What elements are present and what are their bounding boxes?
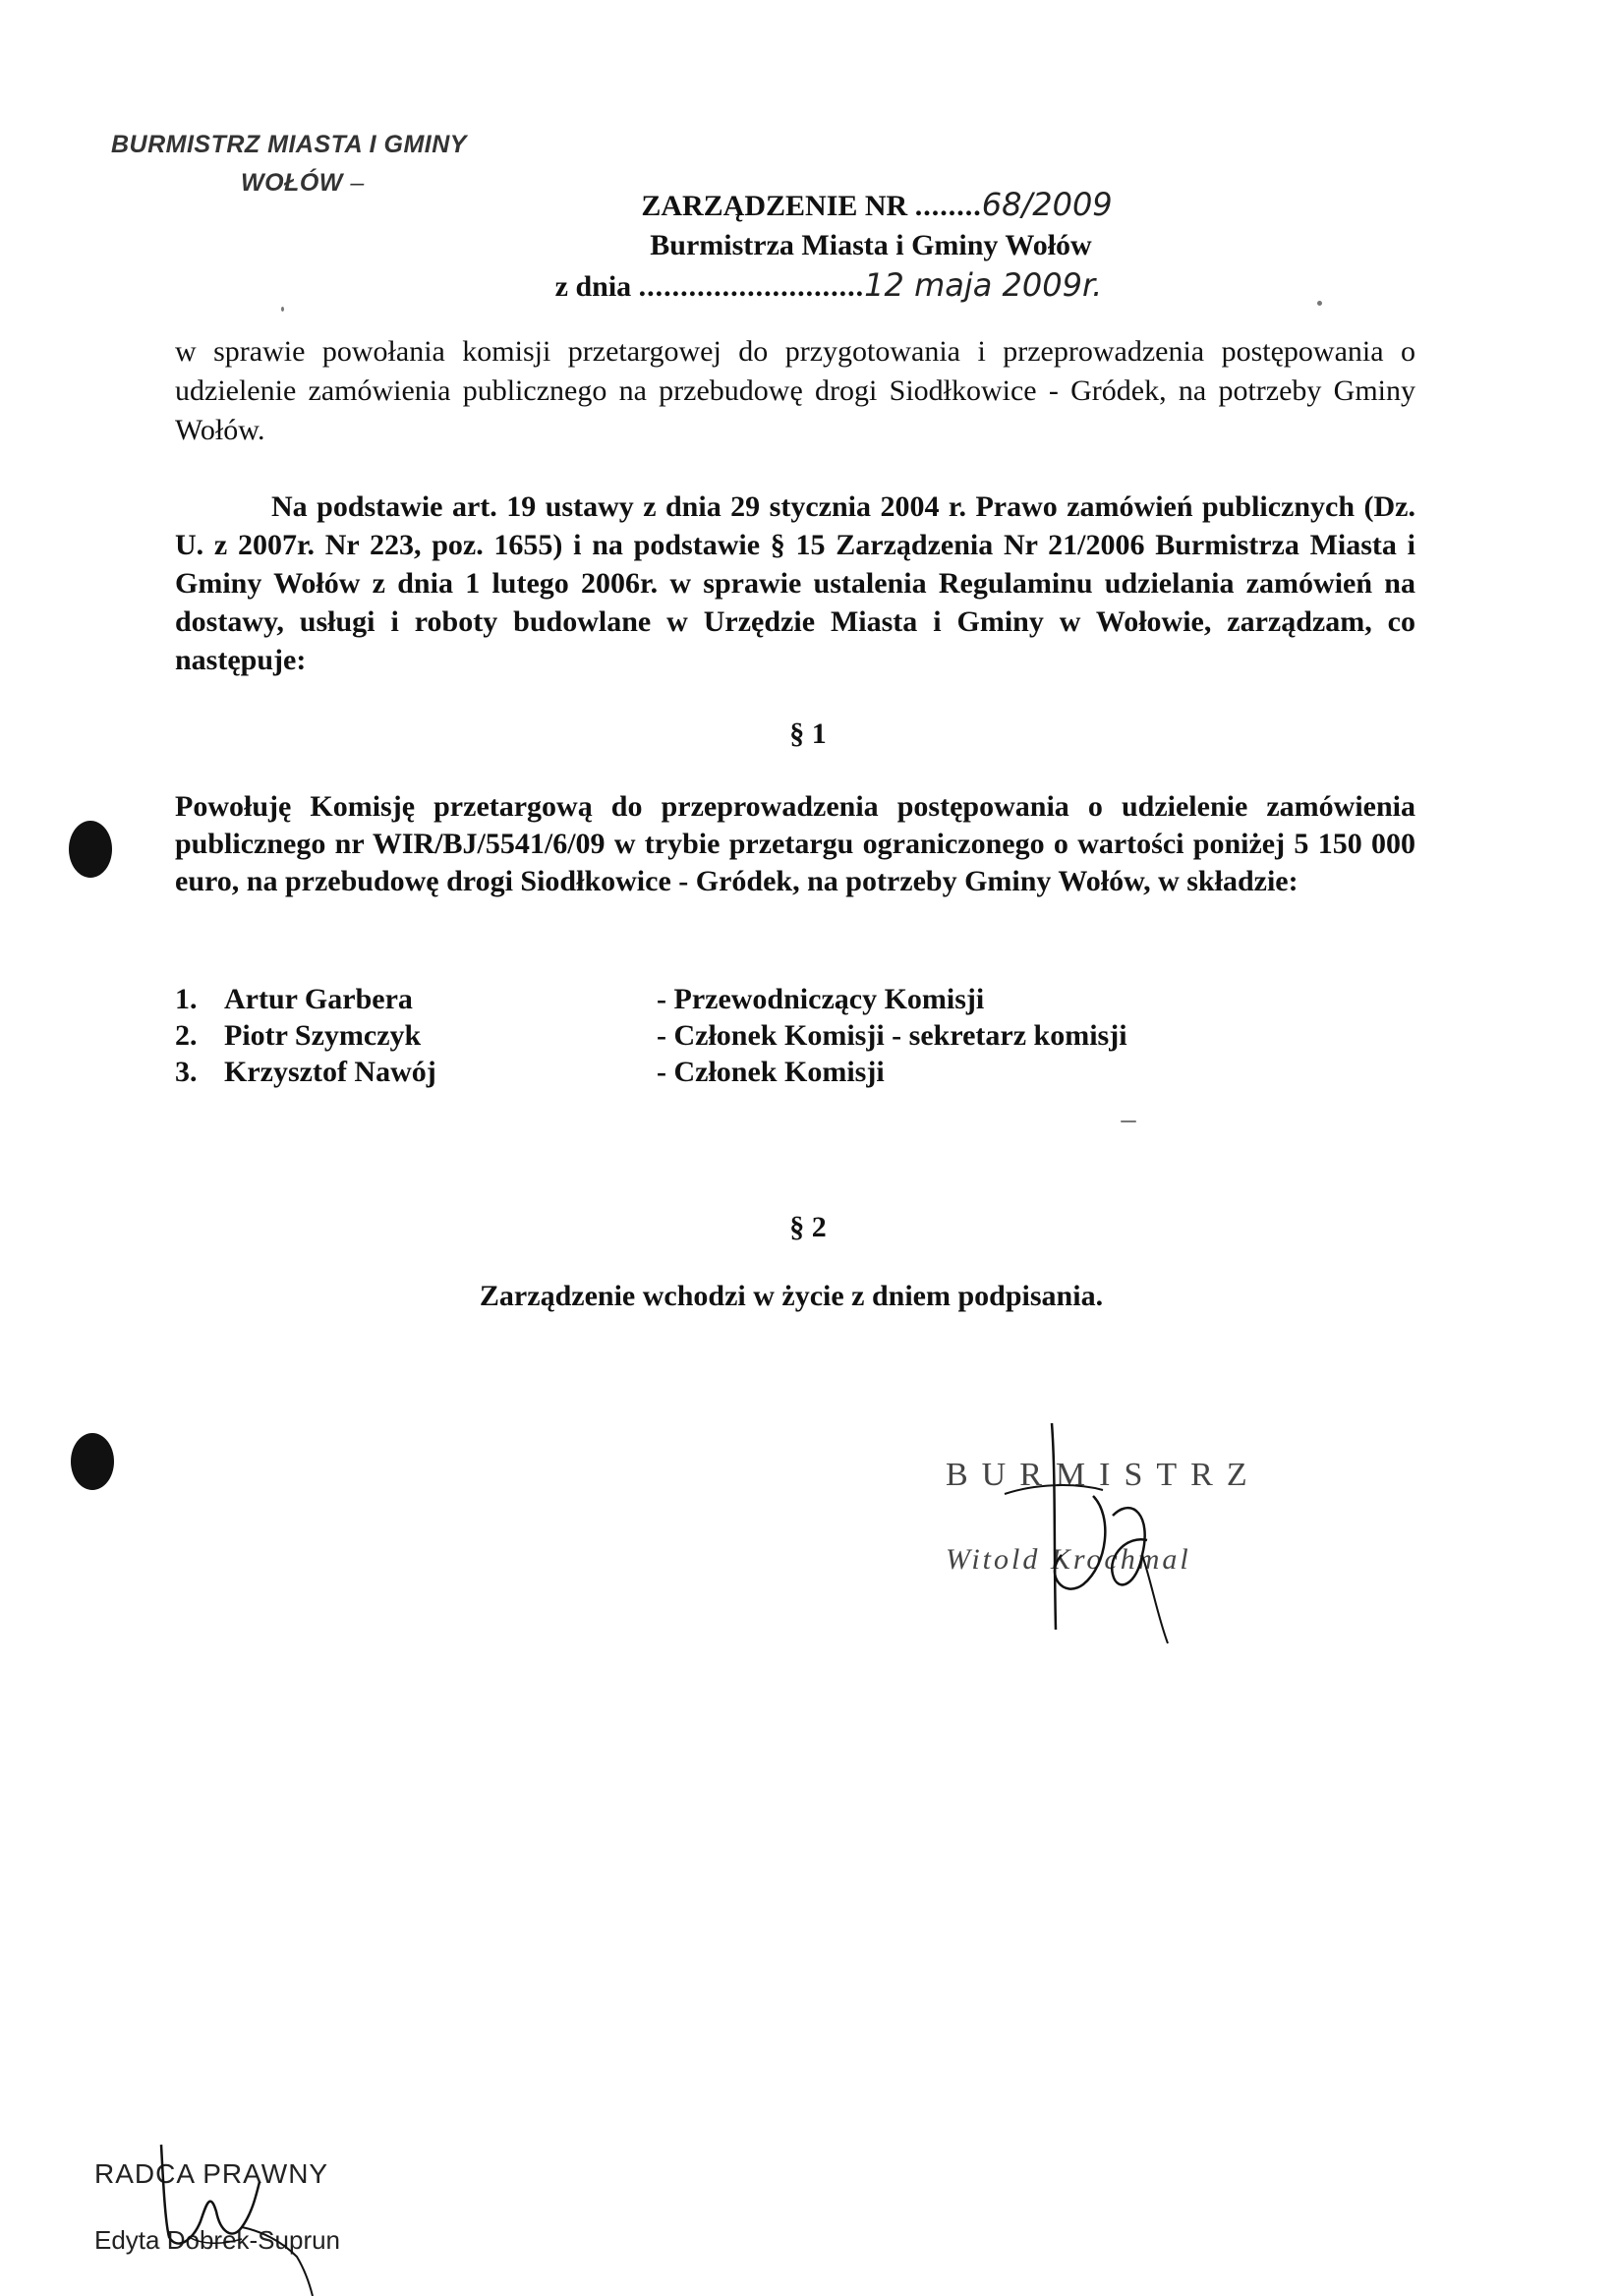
section-1-text: Powołuję Komisję przetargową do przeprowadzenia postępowania o udzielenie zamówienia publicznego nr WIR/BJ/5541/6/09 w trybie przetargu ograniczonego o wartości poniżej 5 150 000 euro, na przebudowę drogi Siodłkowice - Gródek, na potrzeby Gminy Wołów, w składzie:: [175, 790, 1415, 897]
number-dots: ........: [914, 190, 982, 222]
date-line: [41, 265, 1616, 307]
member-row: [175, 983, 1256, 1019]
legal-counsel-handwritten-signature: [94, 2143, 429, 2290]
stamp-line-1: BURMISTRZ MIASTA I GMINY: [111, 131, 467, 158]
mayor-title: BURMISTRZ: [946, 1457, 1261, 1493]
committee-members-list: [175, 983, 1256, 1092]
ordinance-title: ZARZĄDZENIE NR: [641, 190, 908, 222]
member-number: 2.: [175, 1019, 198, 1052]
section-2-mark: § 2: [789, 1211, 827, 1243]
section-1-mark: § 1: [789, 718, 827, 750]
mayor-signature-stamp: [946, 1457, 1299, 1653]
member-role: - Członek Komisji: [657, 1056, 885, 1088]
scan-speck: [281, 307, 284, 312]
member-number: 1.: [175, 983, 198, 1015]
scan-speck: [1121, 1120, 1136, 1122]
date-dots: ...........................: [638, 270, 865, 303]
legal-counsel-title: RADCA PRAWNY: [94, 2158, 329, 2189]
member-row: [175, 1019, 1256, 1056]
scan-speck: [1317, 301, 1322, 306]
legal-counsel-stamp: [94, 2143, 429, 2290]
stamp-line-2: WOŁÓW –: [241, 168, 365, 197]
member-name: Artur Garbera: [224, 983, 413, 1015]
section-2-text: Zarządzenie wchodzi w życie z dniem podpisania.: [479, 1280, 1104, 1312]
mayor-handwritten-signature: [946, 1457, 1299, 1653]
handwritten-date: 12 maja 2009r.: [864, 266, 1103, 304]
member-row: [175, 1056, 1256, 1092]
mayor-name: Witold Krochmal: [946, 1543, 1191, 1576]
document-header: [0, 185, 1616, 307]
member-role: - Przewodniczący Komisji: [657, 983, 985, 1015]
punch-hole: [71, 1433, 114, 1490]
issuer-line: Burmistrza Miasta i Gminy Wołów: [650, 229, 1092, 261]
member-role: - Członek Komisji - sekretarz komisji: [657, 1019, 1127, 1052]
date-prefix: z dnia: [554, 270, 632, 303]
legal-basis-paragraph: Na podstawie art. 19 ustawy z dnia 29 stycznia 2004 r. Prawo zamówień publicznych (Dz. U. z 2007r. Nr 223, poz. 1655) i na podstawie § 15 Zarządzenia Nr 21/2006 Burmistrza Miasta i Gminy Wołów z dnia 1 lutego 2006r. w sprawie ustalenia Regulaminu udzielania zamówień na dostawy, usługi i roboty budowlane w Urzędzie Miasta i Gminy w Wołowie, zarządzam, co następuje:: [175, 490, 1415, 676]
member-name: Krzysztof Nawój: [224, 1056, 436, 1088]
subject-paragraph: w sprawie powołania komisji przetargowej do przygotowania i przeprowadzenia postępowania o udzielenie zamówienia publicznego na przebudowę drogi Siodłkowice - Gródek, na potrzeby Gminy Wołów.: [175, 335, 1415, 446]
stamp-line-2-text: WOŁÓW: [241, 168, 343, 197]
member-number: 3.: [175, 1056, 198, 1088]
member-name: Piotr Szymczyk: [224, 1019, 422, 1052]
handwritten-number: 68/2009: [981, 186, 1113, 223]
punch-hole: [69, 821, 112, 878]
ordinance-number-line: [138, 185, 1616, 226]
legal-counsel-name: Edyta Dobrek-Suprun: [94, 2225, 341, 2255]
